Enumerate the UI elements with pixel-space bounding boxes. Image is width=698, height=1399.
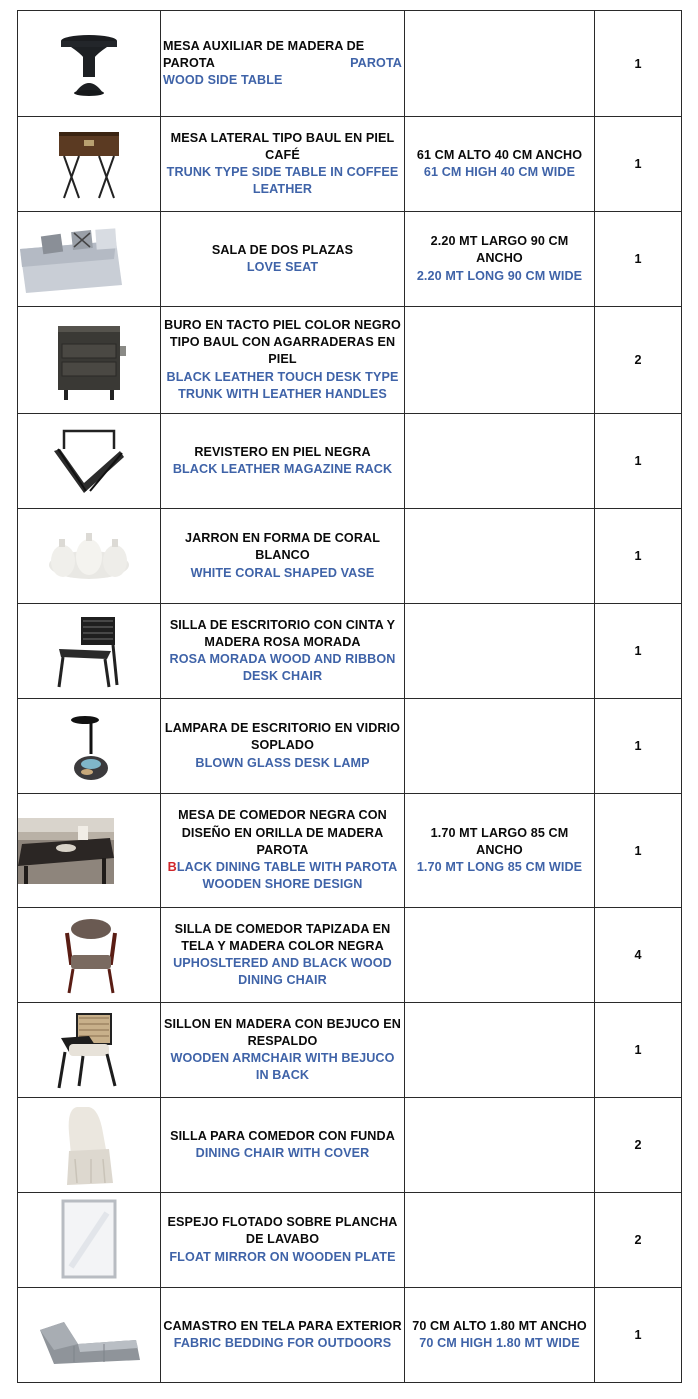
dimensions-cell [405,1193,595,1288]
dimensions-cell [405,1288,595,1383]
product-image-cell [18,1193,161,1288]
quantity-value: 2 [634,353,642,367]
description-cell [161,1288,405,1383]
description-es: SILLON EN MADERA CON BEJUCO EN RESPALDO [164,1016,401,1048]
product-image-cell [18,212,161,307]
description-cell [161,1098,405,1193]
description-en: LOVE SEAT [246,260,319,274]
quantity-cell [595,1098,682,1193]
quantity-value: 1 [634,1328,642,1342]
quantity-cell [595,1288,682,1383]
description-en: FABRIC BEDDING FOR OUTDOORS [173,1336,392,1350]
description-cell [161,11,405,117]
description-cell [161,1003,405,1098]
table-row [18,212,682,307]
dimensions-cell [405,604,595,699]
description-es: MESA DE COMEDOR NEGRA CON DISEÑO EN ORILLA DE MADERA PAROTA [178,808,387,857]
quantity-cell [595,908,682,1003]
quantity-cell [595,1193,682,1288]
description-en: UPHOSLTERED AND BLACK WOOD DINING CHAIR [173,956,392,988]
table-row [18,509,682,604]
table-row [18,414,682,509]
outdoor-lounger-icon [34,1300,144,1370]
table-row [18,908,682,1003]
quantity-cell [595,11,682,117]
description-en: WOODEN ARMCHAIR WITH BEJUCO IN BACK [170,1051,395,1083]
table-row [18,307,682,414]
quantity-cell [595,794,682,908]
product-image-cell [18,117,161,212]
quantity-cell [595,509,682,604]
description-es: CAMASTRO EN TELA PARA EXTERIOR [163,1318,402,1333]
description-cell [161,414,405,509]
description-cell [161,212,405,307]
quantity-value: 1 [634,56,642,71]
dimensions-cell [405,414,595,509]
description-es: LAMPARA DE ESCRITORIO EN VIDRIO SOPLADO [164,721,401,753]
trunk-side-table-icon [44,124,134,204]
dimensions-cell [405,794,595,908]
description-en: BLACK LEATHER TOUCH DESK TYPE TRUNK WITH LEATHER HANDLES [166,369,399,401]
description-es: JARRON EN FORMA DE CORAL BLANCO [184,531,381,563]
quantity-value: 1 [634,157,642,171]
quantity-value: 2 [634,1138,642,1152]
dimensions-cell [405,509,595,604]
armchair-icon [49,1008,129,1092]
quantity-cell [595,414,682,509]
product-image-cell [18,604,161,699]
dimensions-cell [405,1003,595,1098]
quantity-value: 1 [634,739,642,753]
dimensions-cell [405,117,595,212]
description-es: SALA DE DOS PLAZAS [211,242,354,257]
table-row [18,1098,682,1193]
table-row [18,604,682,699]
mirror-icon [49,1197,129,1283]
description-en: BLOWN GLASS DESK LAMP [195,755,370,770]
quantity-cell [595,1003,682,1098]
quantity-value: 2 [634,1233,642,1247]
description-cell [161,604,405,699]
description-en: BLACK LEATHER MAGAZINE RACK [172,462,393,476]
description-en: ROSA MORADA WOOD AND RIBBON DESK CHAIR [169,652,396,684]
description-en [161,859,404,893]
table-row [18,1003,682,1098]
product-image-cell [18,699,161,794]
description-es: SILLA DE COMEDOR TAPIZADA EN TELA Y MADERA COLOR NEGRA [174,921,391,953]
leather-trunk-nightstand-icon [44,318,134,403]
quantity-value: 1 [634,252,642,266]
coral-vase-icon [39,521,139,591]
description-cell [161,509,405,604]
quantity-cell [595,604,682,699]
description-es: ESPEJO FLOTADO SOBRE PLANCHA DE LAVABO [167,1215,398,1247]
description-es: MESA LATERAL TIPO BAUL EN PIEL CAFÉ [170,130,395,162]
love-seat-icon [16,219,126,299]
dimensions-es: 1.70 MT LARGO 85 CM ANCHO [430,825,569,857]
product-image-cell [18,1288,161,1383]
upholstered-dining-chair-icon [49,913,129,997]
table-row [18,1193,682,1288]
description-en: PAROTA [350,55,402,70]
dimensions-en: 70 CM HIGH 1.80 MT WIDE [419,1336,580,1350]
description-cell [161,699,405,794]
inventory-table [17,10,682,1383]
quantity-cell [595,307,682,414]
product-image-cell [18,794,161,908]
description-es: BURO EN TACTO PIEL COLOR NEGRO TIPO BAUL CON AGARRADERAS EN PIEL [164,317,401,367]
dimensions-en: 2.20 MT LONG 90 CM WIDE [416,268,583,283]
product-image-cell [18,307,161,414]
description-en: WHITE CORAL SHAPED VASE [190,565,375,580]
quantity-value: 1 [634,1043,642,1057]
dimensions-cell [405,307,595,414]
dimensions-es: 61 CM ALTO 40 CM ANCHO [416,147,583,162]
description-es: PAROTA [163,55,215,70]
covered-chair-icon [49,1103,129,1187]
description-cell [161,307,405,414]
quantity-cell [595,699,682,794]
product-image-cell [18,1003,161,1098]
description-cell [161,908,405,1003]
product-image-cell [18,908,161,1003]
dining-table-photo-icon [18,818,114,884]
description-es: SILLA DE ESCRITORIO CON CINTA Y MADERA ROSA MORADA [169,617,406,649]
description-cell [161,1193,405,1288]
dimensions-cell [405,11,595,117]
description-en: WOOD SIDE TABLE [163,73,283,88]
description-es: REVISTERO EN PIEL NEGRA [194,444,371,459]
quantity-value: 1 [634,454,642,468]
dimensions-es: 70 CM ALTO 1.80 MT ANCHO [412,1318,587,1333]
dimensions-en: 1.70 MT LONG 85 CM WIDE [416,860,583,875]
quantity-value: 4 [634,948,642,962]
glass-desk-lamp-icon [49,706,129,786]
quantity-cell [595,117,682,212]
product-image-cell [18,509,161,604]
dimensions-en: 61 CM HIGH 40 CM WIDE [423,165,576,179]
table-row [18,117,682,212]
description-cell [161,794,405,908]
dimensions-cell [405,212,595,307]
description-en-rest: LACK DINING TABLE WITH PAROTA WOODEN SHORE DESIGN [176,860,398,892]
product-image-cell [18,414,161,509]
dimensions-cell [405,1098,595,1193]
quantity-value: 1 [634,843,642,858]
table-row [18,699,682,794]
description-cell [161,117,405,212]
dimensions-cell [405,908,595,1003]
desk-chair-icon [49,611,129,691]
description-en: FLOAT MIRROR ON WOODEN PLATE [169,1249,396,1264]
product-image-cell [18,1098,161,1193]
magazine-rack-icon [44,421,134,501]
side-table-icon [49,29,129,99]
dimensions-es: 2.20 MT LARGO 90 CM ANCHO [430,234,569,266]
product-image-cell [18,11,161,117]
description-es: MESA AUXILIAR DE MADERA DE [163,38,365,53]
highlight-letter: B [167,860,177,875]
table-row [18,794,682,908]
quantity-value: 1 [634,549,642,563]
description-en: TRUNK TYPE SIDE TABLE IN COFFEE LEATHER [166,165,399,197]
dimensions-cell [405,699,595,794]
quantity-value: 1 [634,644,642,658]
table-row [18,1288,682,1383]
description-es: SILLA PARA COMEDOR CON FUNDA [170,1128,395,1143]
table-row [18,11,682,117]
description-en: DINING CHAIR WITH COVER [195,1146,370,1160]
quantity-cell [595,212,682,307]
